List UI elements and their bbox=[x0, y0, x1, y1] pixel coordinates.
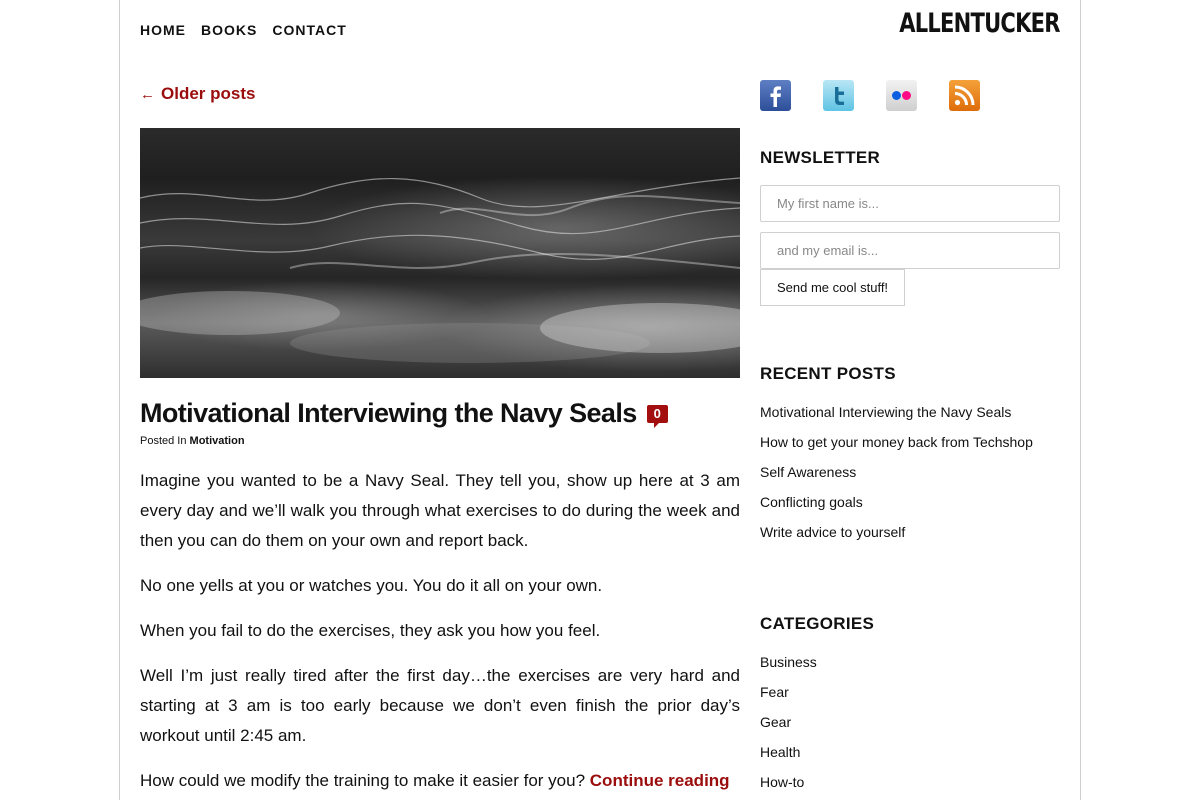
post-meta bbox=[140, 435, 740, 447]
facebook-icon[interactable] bbox=[760, 80, 791, 111]
list-item bbox=[760, 647, 1060, 677]
category-link[interactable]: Business bbox=[760, 654, 817, 670]
recent-post-link[interactable]: Conflicting goals bbox=[760, 494, 863, 510]
comment-count-badge[interactable]: 0 bbox=[647, 405, 668, 423]
nav-books-link[interactable]: BOOKS bbox=[201, 22, 258, 38]
flickr-icon[interactable] bbox=[886, 80, 917, 111]
list-item bbox=[760, 487, 1060, 517]
category-link[interactable]: How-to bbox=[760, 774, 805, 790]
category-link[interactable]: Health bbox=[760, 744, 801, 760]
list-item bbox=[760, 517, 1060, 547]
social-links bbox=[760, 80, 1060, 111]
post-paragraph: When you fail to do the exercises, they ask you how you feel. bbox=[140, 621, 601, 640]
list-item bbox=[760, 427, 1060, 457]
email-field[interactable] bbox=[760, 232, 1060, 269]
main-nav bbox=[140, 22, 347, 38]
recent-post-link[interactable]: Write advice to yourself bbox=[760, 524, 906, 540]
nav-contact-link[interactable]: CONTACT bbox=[272, 22, 347, 38]
recent-posts-list bbox=[760, 397, 1060, 547]
site-logo[interactable]: ALLENTUCKER bbox=[899, 8, 1060, 39]
post-paragraph-last bbox=[140, 766, 740, 796]
page-frame bbox=[119, 0, 1081, 800]
list-item bbox=[760, 397, 1060, 427]
list-item bbox=[760, 457, 1060, 487]
list-item bbox=[760, 707, 1060, 737]
newsletter-heading: NEWSLETTER bbox=[760, 148, 881, 167]
post-category-link[interactable]: Motivation bbox=[189, 435, 245, 447]
older-posts-link[interactable] bbox=[140, 84, 255, 104]
recent-posts-heading: RECENT POSTS bbox=[760, 364, 896, 383]
recent-post-link[interactable]: Motivational Interviewing the Navy Seals bbox=[760, 404, 1012, 420]
post-paragraph: Well I’m just really tired after the first day…the exercises are very hard and starting at 3 am is too early because we don’t even finish the prior day’s workout until 2:45 am. bbox=[140, 666, 740, 745]
rss-icon[interactable] bbox=[949, 80, 980, 111]
older-posts-label: Older posts bbox=[161, 84, 256, 103]
recent-post-link[interactable]: How to get your money back from Techshop bbox=[760, 434, 1033, 450]
post-excerpt bbox=[140, 466, 740, 796]
post-title[interactable]: Motivational Interviewing the Navy Seals bbox=[140, 398, 637, 428]
twitter-icon[interactable] bbox=[823, 80, 854, 111]
list-item bbox=[760, 767, 1060, 797]
first-name-field[interactable] bbox=[760, 185, 1060, 222]
post-paragraph: Imagine you wanted to be a Navy Seal. They tell you, show up here at 3 am every day and we’ll walk you through what exercises to do during the week and then you can do them on your own and report back. bbox=[140, 471, 740, 550]
categories-heading: CATEGORIES bbox=[760, 614, 875, 633]
category-link[interactable]: Fear bbox=[760, 684, 789, 700]
categories-list bbox=[760, 647, 1060, 797]
category-link[interactable]: Gear bbox=[760, 714, 792, 730]
nav-home-link[interactable]: HOME bbox=[140, 22, 186, 38]
list-item bbox=[760, 737, 1060, 767]
recent-post-link[interactable]: Self Awareness bbox=[760, 464, 857, 480]
list-item bbox=[760, 677, 1060, 707]
ocean-waves-image bbox=[140, 128, 740, 378]
left-arrow-icon: ← bbox=[140, 86, 155, 103]
continue-reading-link[interactable]: Continue reading bbox=[589, 771, 730, 790]
posted-in-label: Posted In bbox=[140, 435, 187, 447]
post-featured-image[interactable] bbox=[140, 128, 740, 378]
subscribe-button[interactable]: Send me cool stuff! bbox=[760, 269, 905, 306]
sidebar bbox=[760, 80, 1060, 797]
post-title-row bbox=[140, 398, 740, 429]
post-last-sentence: How could we modify the training to make it easier for you? bbox=[140, 771, 586, 790]
main-content bbox=[140, 80, 740, 796]
post-paragraph: No one yells at you or watches you. You do it all on your own. bbox=[140, 576, 603, 595]
